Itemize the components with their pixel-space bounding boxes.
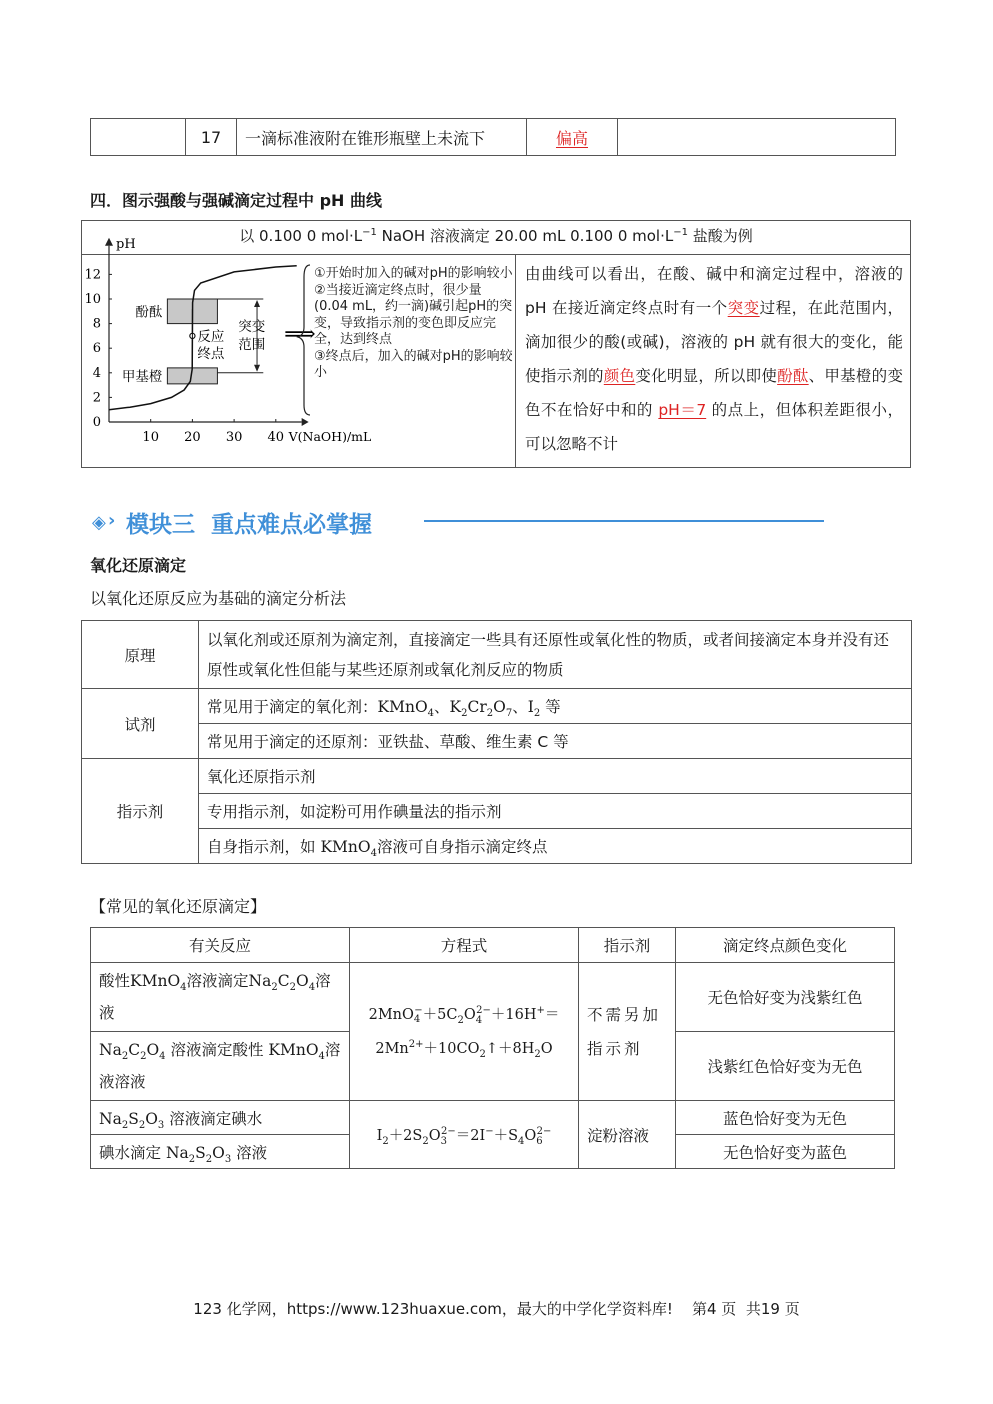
x-tick-label: 30	[225, 430, 243, 445]
note-2: ②当接近滴定终点时，很少量(0.04 mL，约一滴)碱引起pH的突变，导致指示剂的变色即反应完全，达到终点	[314, 282, 513, 347]
chevron-icon: ›	[108, 510, 116, 531]
diamond-icon: ◈	[92, 512, 106, 533]
redox-heading: 氧化还原滴定	[90, 556, 187, 575]
reagent-reductant: 常见用于滴定的还原剂：亚铁盐、草酸、维生素 C 等	[199, 724, 912, 759]
color-change-3: 蓝色恰好变为无色	[676, 1101, 895, 1135]
y-tick-label: 4	[92, 365, 101, 381]
indicator-label: 指示剂	[82, 759, 199, 864]
indicator-starch: 淀粉溶液	[579, 1101, 676, 1169]
section-heading: 四．图示强酸与强碱滴定过程中 pH 曲线	[90, 191, 382, 210]
note-3: ③终点后，加入的碱对pH的影响较小	[314, 348, 513, 380]
divider	[515, 254, 516, 467]
reagent-oxidant: 常见用于滴定的氧化剂：KMnO$_4$、$K_2Cr_2O_7$、$I_2$ 等	[199, 689, 912, 724]
reaction-2: $Na_2C_2O_4$ 溶液滴定酸性 KMnO$_4$溶液溶液	[91, 1032, 350, 1101]
explanation: 由曲线可以看出，在酸、碱中和滴定过程中，溶液的 pH 在接近滴定终点时有一个突变过程，在此范围内，滴加很少的酸(或碱)，溶液的 pH 就有很大的变化，能使指示剂的颜色变化明显，所以即使酚酞、甲基橙的变色不在恰好中和的 pH＝7 的点上，但体积差距很小，可以忽略不计	[525, 265, 903, 453]
x-tick-label: 20	[184, 430, 201, 445]
indicator-none: 不需另加指示剂	[579, 963, 676, 1101]
reagent-label: 试剂	[82, 689, 199, 759]
table-row	[82, 829, 912, 864]
row-number: 17	[186, 119, 237, 156]
y-tick-label: 8	[92, 316, 101, 332]
jump-arrow-head	[254, 300, 260, 307]
top-table	[90, 118, 896, 156]
table-row	[91, 928, 895, 963]
keyword-ph7: pH＝7	[658, 401, 707, 419]
module-title: 模块三 重点难点必掌握	[126, 512, 373, 538]
keyword-phenolphthalein: 酚酞	[777, 367, 809, 385]
color-change-1: 无色恰好变为浅紫红色	[676, 963, 895, 1032]
table-row	[82, 689, 912, 724]
y-tick-label: 12	[84, 267, 101, 283]
indicator-2: 专用指示剂，如淀粉可用作碘量法的指示剂	[199, 794, 912, 829]
y-axis-label: pH	[116, 236, 136, 252]
table-row	[82, 759, 912, 794]
header-equation: 方程式	[350, 928, 579, 963]
header-indicator: 指示剂	[579, 928, 676, 963]
end-point-label: 反应	[197, 328, 225, 345]
row-text: 一滴标准液附在锥形瓶壁上未流下	[237, 119, 527, 156]
color-change-2: 浅紫红色恰好变为无色	[676, 1032, 895, 1101]
note-1: ①开始时加入的碱对pH的影响较小	[314, 266, 513, 281]
equation-2: $I_2+2S_2O_3^{2-}=2I^-+S_4O_6^{2-}$	[350, 1101, 579, 1169]
box-caption: 以 0.100 0 $mol\cdot L^{-1}$ NaOH 溶液滴定 20.00 mL 0.100 0 $mol\cdot L^{-1}$ 盐酸为例	[82, 221, 910, 255]
principle-text: 以氧化剂或还原剂为滴定剂，直接滴定一些具有还原性或氧化性的物质，或者间接滴定本身并没有还原性或氧化性但能与某些还原剂或氧化剂反应的物质	[199, 621, 912, 689]
table-row	[82, 724, 912, 759]
page-footer: 123 化学网，https://www.123huaxue.com，最大的中学化学资料库! 第4 页 共19 页	[193, 1300, 800, 1318]
reaction-3: $Na_2S_2O_3$ 溶液滴定碘水	[91, 1101, 350, 1135]
principle-label: 原理	[82, 621, 199, 689]
common-heading: 【常见的氧化还原滴定】	[90, 897, 267, 916]
table-row	[91, 963, 895, 1032]
band-label: 酚酞	[135, 304, 163, 321]
table-row	[91, 119, 896, 156]
end-point-label: 终点	[197, 345, 225, 362]
color-change-4: 无色恰好变为蓝色	[676, 1135, 895, 1169]
band-label: 甲基橙	[121, 368, 163, 385]
module-rule	[424, 520, 824, 522]
header-color-change: 滴定终点颜色变化	[676, 928, 895, 963]
redox-table	[81, 620, 912, 864]
reaction-4: 碘水滴定 $Na_2S_2O_3$ 溶液	[91, 1135, 350, 1169]
x-axis-label: V(NaOH)/mL	[288, 429, 372, 444]
x-tick-label: 40	[267, 430, 285, 445]
module-heading	[90, 504, 830, 540]
jump-range-label: 范围	[238, 336, 266, 353]
equation-1: $2MnO_4^-+5C_2O_4^{2-}+16H^+=$ $2Mn^{2+}+10CO_2↑+8H_2O$	[350, 963, 579, 1101]
row-result: 偏高	[555, 128, 588, 148]
common-redox-table	[90, 927, 895, 1169]
y-tick-label: 2	[92, 390, 101, 406]
indicator-1: 氧化还原指示剂	[199, 759, 912, 794]
jump-range-label: 突变	[238, 318, 266, 335]
keyword-color: 颜色	[603, 367, 636, 385]
table-row	[82, 794, 912, 829]
keyword-jump: 突变	[727, 299, 760, 317]
y-tick-label: 0	[92, 415, 101, 430]
reaction-1: 酸性KMnO$_4$溶液滴定$Na_2C_2O_4$溶液	[91, 963, 350, 1032]
x-axis-arrow	[302, 418, 309, 426]
ph-curve-box	[81, 220, 911, 468]
curve-notes	[314, 266, 514, 382]
table-row	[82, 621, 912, 689]
arrow-icon: ⟹	[284, 321, 316, 347]
y-tick-label: 10	[84, 292, 101, 307]
redox-intro: 以氧化还原反应为基础的滴定分析法	[90, 589, 347, 608]
table-row	[91, 1101, 895, 1135]
x-tick-label: 10	[142, 430, 159, 445]
indicator-3: 自身指示剂，如 KMnO$_4$溶液可自身指示滴定终点	[199, 829, 912, 864]
jump-arrow-head	[254, 365, 260, 372]
y-tick-label: 6	[92, 341, 101, 357]
header-reaction: 有关反应	[91, 928, 350, 963]
